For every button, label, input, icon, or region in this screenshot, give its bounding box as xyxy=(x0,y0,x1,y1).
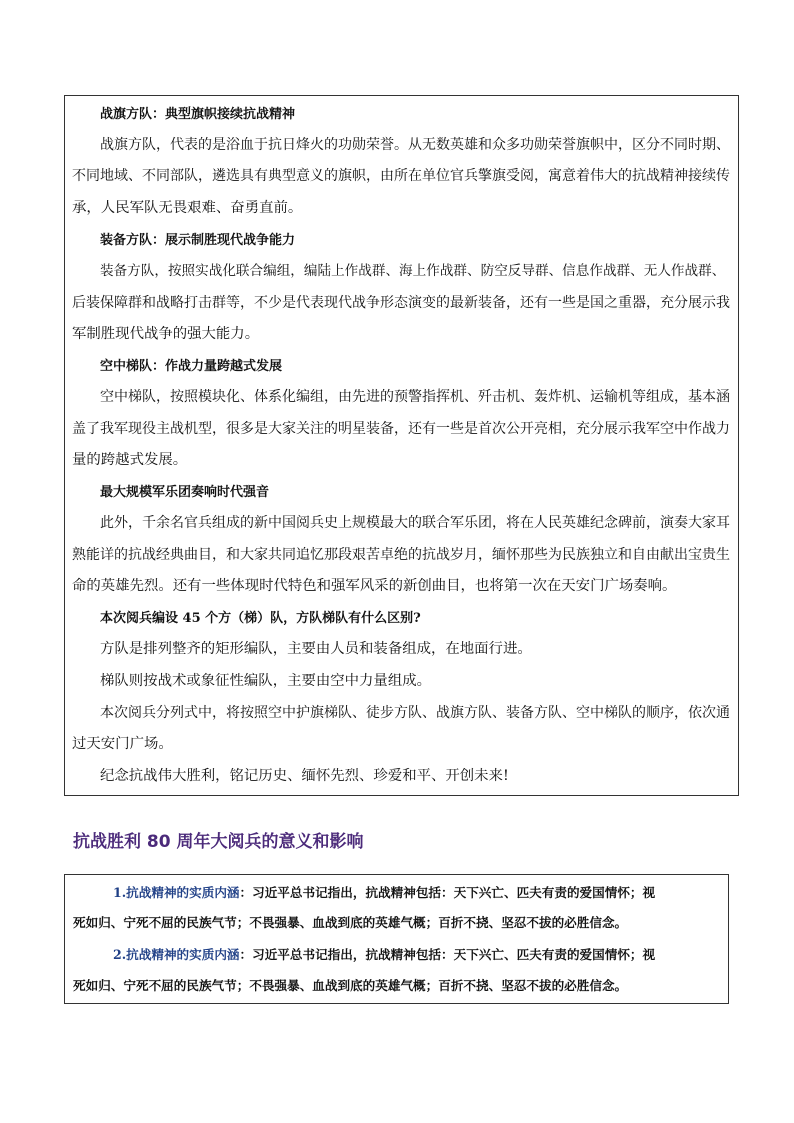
spirit-box xyxy=(64,874,729,1004)
item-number: 2. xyxy=(113,947,127,962)
article-box xyxy=(64,95,739,796)
paragraph-line: 后装保障群和战略打击群等，不少是代表现代战争形态演变的最新装备，还有一些是国之重器，充分展示我 xyxy=(72,295,730,311)
spirit-item-2-cont: 死如归、宁死不屈的民族气节；不畏强暴、血战到底的英雄气概；百折不挠、坚忍不拔的必胜信念。 xyxy=(73,978,628,993)
paragraph-line: 命的英雄先烈。还有一些体现时代特色和强军风采的新创曲目，也将第一次在天安门广场奏响。 xyxy=(72,578,677,594)
item-label: 抗战精神的实质内涵 xyxy=(126,947,240,962)
heading-formation-question: 本次阅兵编设 45 个方（梯）队，方队梯队有什么区别? xyxy=(100,611,421,626)
item-text: ：习近平总书记指出，抗战精神包括：天下兴亡、匹夫有责的爱国情怀；视 xyxy=(239,947,656,962)
paragraph-line: 战旗方队，代表的是浴血于抗日烽火的功勋荣誉。从无数英雄和众多功勋荣誉旗帜中，区分不同时期、 xyxy=(100,137,730,153)
item-text: ：习近平总书记指出，抗战精神包括：天下兴亡、匹夫有责的爱国情怀；视 xyxy=(239,885,656,900)
paragraph-line: 熟能详的抗战经典曲目，和大家共同追忆那段艰苦卓绝的抗战岁月，缅怀那些为民族独立和自由献出宝贵生 xyxy=(72,547,730,563)
spirit-item-2 xyxy=(113,945,655,965)
paragraph-line: 承，人民军队无畏艰难、奋勇直前。 xyxy=(72,200,303,216)
spirit-item-1-cont: 死如归、宁死不屈的民族气节；不畏强暴、血战到底的英雄气概；百折不挠、坚忍不拔的必胜信念。 xyxy=(73,915,628,930)
paragraph-line: 梯队则按战术或象征性编队，主要由空中力量组成。 xyxy=(100,673,431,689)
closing-line: 纪念抗战伟大胜利，铭记历史、缅怀先烈、珍爱和平、开创未来! xyxy=(100,768,509,784)
paragraph-line: 本次阅兵分列式中，将按照空中护旗梯队、徒步方队、战旗方队、装备方队、空中梯队的顺序，依次通 xyxy=(100,705,730,721)
paragraph-line: 盖了我军现役主战机型，很多是大家关注的明星装备，还有一些是首次公开亮相，充分展示我军空中作战力 xyxy=(72,421,730,437)
heading-battle-flag: 战旗方队：典型旗帜接续抗战精神 xyxy=(100,107,296,122)
paragraph-line: 不同地域、不同部队，遴选具有典型意义的旗帜，由所在单位官兵擎旗受阅，寓意着伟大的抗战精神接续传 xyxy=(72,168,730,184)
paragraph-line: 量的跨越式发展。 xyxy=(72,452,188,468)
section-title: 抗战胜利 80 周年大阅兵的意义和影响 xyxy=(73,832,364,852)
paragraph-line: 过天安门广场。 xyxy=(72,736,173,752)
heading-military-band: 最大规模军乐团奏响时代强音 xyxy=(100,485,270,500)
paragraph-line: 装备方队，按照实战化联合编组，编陆上作战群、海上作战群、防空反导群、信息作战群、无人作战群、 xyxy=(100,263,726,279)
heading-air-echelon: 空中梯队：作战力量跨越式发展 xyxy=(100,359,283,374)
item-label: 抗战精神的实质内涵 xyxy=(126,885,240,900)
paragraph-line: 军制胜现代战争的强大能力。 xyxy=(72,326,260,342)
paragraph-line: 方队是排列整齐的矩形编队，主要由人员和装备组成，在地面行进。 xyxy=(100,641,532,657)
spirit-item-1 xyxy=(113,883,655,903)
paragraph-line: 此外，千余名官兵组成的新中国阅兵史上规模最大的联合军乐团，将在人民英雄纪念碑前，演奏大家耳 xyxy=(100,515,730,531)
heading-equipment: 装备方队：展示制胜现代战争能力 xyxy=(100,233,296,248)
paragraph-line: 空中梯队，按照模块化、体系化编组，由先进的预警指挥机、歼击机、轰炸机、运输机等组成，基本涵 xyxy=(100,389,730,405)
item-number: 1. xyxy=(113,885,127,900)
